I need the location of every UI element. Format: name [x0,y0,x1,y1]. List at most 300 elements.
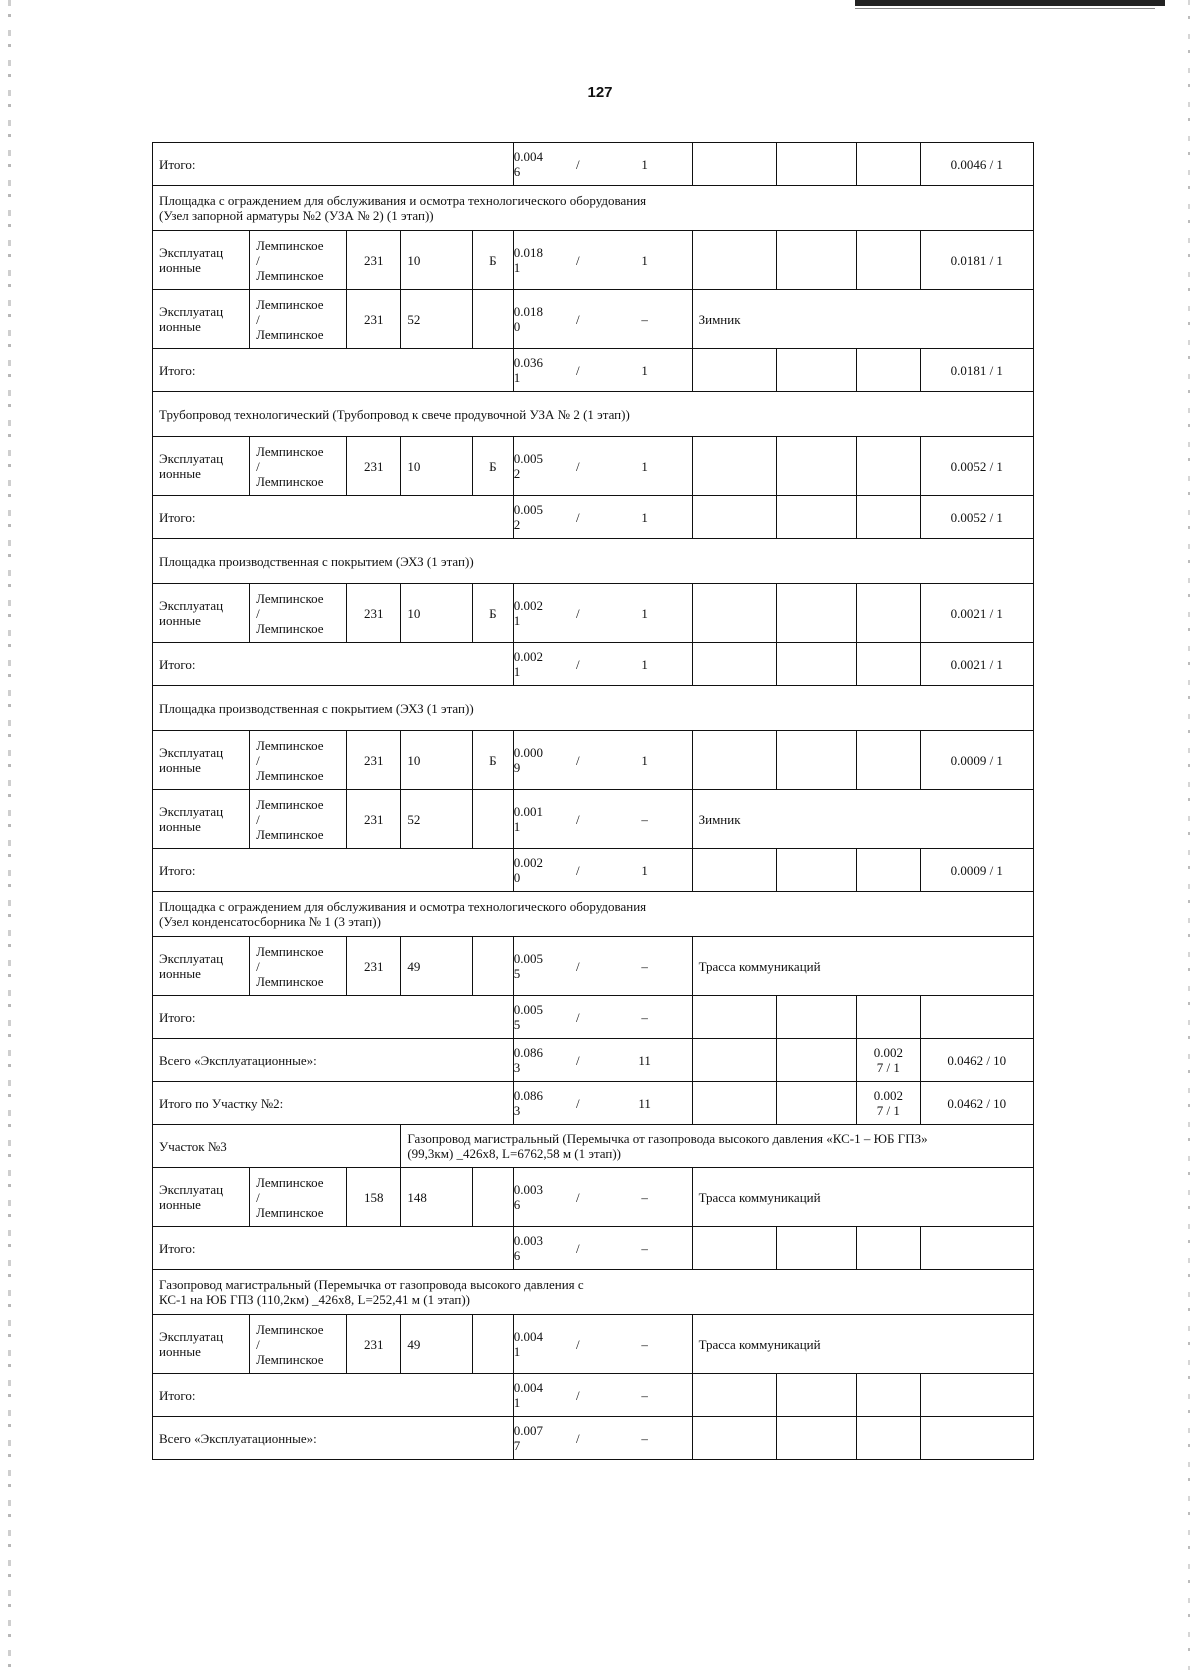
share-value: 0.004 [513,1329,543,1344]
table-cell [153,731,250,790]
plot-number: 49 [407,958,421,974]
row-note: Трасса коммуникаций [698,958,821,974]
table-cell [920,496,1034,539]
land-name: Лемпинское [256,1351,324,1367]
table-cell [153,349,514,392]
land-name: Лемпинское [256,767,324,783]
table-cell [920,231,1034,290]
table-cell [153,1270,1034,1315]
share-value: 0.003 [513,1233,543,1248]
table-cell [857,1082,920,1125]
table-cell [692,1039,777,1082]
table-cell [777,849,857,892]
land-name: Лемпинское [256,1174,324,1190]
total-value: 0.0009 / 1 [950,862,1003,878]
share-cell [514,1227,692,1269]
table-cell [250,437,347,496]
table-cell [153,186,1034,231]
table-cell [857,143,920,186]
table-cell [401,1315,473,1374]
count-value: – [641,1336,648,1352]
table-cell [857,496,920,539]
table-cell [250,231,347,290]
section-heading: Площадка производственная с покрытием (ЭХЗ (1 этап)) [159,553,474,569]
plot-number: 49 [407,1336,421,1352]
table-cell [692,349,777,392]
section-heading: Площадка производственная с покрытием (ЭХЗ (1 этап)) [159,700,474,716]
plot-number: 10 [407,605,421,621]
table-cell [472,731,513,790]
category-label: Эксплуатац ионные [159,745,224,775]
count-value: – [641,1430,648,1446]
count-value: 1 [641,156,648,172]
share-cell [514,1082,692,1124]
plot-number: 52 [407,311,421,327]
table-cell [920,1227,1034,1270]
table-cell [920,349,1034,392]
share-value-tail: 7 [513,1438,521,1453]
plot-row [153,584,1034,643]
table-cell [777,143,857,186]
table-cell [472,231,513,290]
table-cell [857,731,920,790]
table-cell [777,1227,857,1270]
slash: / [575,1009,580,1025]
section-heading-line2: (99,3км) _426х8, L=6762,58 м (1 этап)) [407,1146,622,1161]
table-cell [513,1039,692,1082]
table-cell [920,996,1034,1039]
table-cell [777,1082,857,1125]
table-cell [401,290,473,349]
table-cell [857,349,920,392]
count-value: – [641,958,648,974]
share-value: 0.007 [513,1423,543,1438]
table-cell [692,1315,1033,1374]
share-cell [514,996,692,1038]
block-number: 231 [364,605,384,621]
section-heading-line2: (Узел конденсатосборника № 1 (3 этап)) [159,914,381,929]
scan-edge-top-line [855,8,1155,9]
land-name: Лемпинское [256,237,324,253]
total-label: Итого: [159,1240,196,1256]
table-cell [692,231,777,290]
table-cell [777,1374,857,1417]
table-cell [153,1227,514,1270]
table-cell [347,231,401,290]
share-value: 0.003 [513,1182,543,1197]
table-cell [401,437,473,496]
table-cell [857,437,920,496]
section-heading-line2: КС-1 на ЮБ ГПЗ (110,2км) _426х8, L=252,41 м (1 этап)) [159,1292,470,1307]
grand-total-row [153,1039,1034,1082]
table-cell [692,143,777,186]
row-note: Трасса коммуникаций [698,1189,821,1205]
table-cell [153,892,1034,937]
table-cell [153,1374,514,1417]
count-value: 1 [641,458,648,474]
table-cell [692,643,777,686]
row-note: Трасса коммуникаций [698,1336,821,1352]
table-cell [347,584,401,643]
row-value: 0.0009 / 1 [950,752,1003,768]
block-number: 231 [364,458,384,474]
table-cell [920,849,1034,892]
land-separator: / [256,458,260,474]
table-cell [250,731,347,790]
count-value: 1 [641,252,648,268]
count-value: – [641,1009,648,1025]
table-cell [857,1374,920,1417]
table-cell [692,937,1033,996]
plot-row [153,290,1034,349]
table-cell [692,849,777,892]
slash: / [575,656,580,672]
table-cell [153,231,250,290]
table-cell [920,143,1034,186]
table-cell [347,731,401,790]
share-cell [514,1315,692,1373]
plot-row [153,1315,1034,1374]
plot-row [153,790,1034,849]
table-cell [920,731,1034,790]
block-number: 231 [364,811,384,827]
count-value: – [641,1240,648,1256]
count-value: 1 [641,605,648,621]
table-cell [920,1417,1034,1460]
table-cell [401,731,473,790]
table-cell [250,937,347,996]
table-cell [513,790,692,849]
table-cell [472,290,513,349]
share-value: 0.005 [513,951,543,966]
section-heading: Площадка с ограждением для обслуживания и осмотра технологического оборудования [159,193,647,208]
share-cell [514,731,692,789]
grand-total-row [153,1417,1034,1460]
total-row [153,996,1034,1039]
share-cell [514,143,692,185]
slash: / [575,1052,580,1068]
share-value-tail: 0 [513,319,521,334]
table-cell [692,584,777,643]
table-cell [401,1125,1034,1168]
total-row [153,496,1034,539]
table-cell [513,731,692,790]
block-number: 158 [364,1189,384,1205]
total-value: 0.0021 / 1 [950,656,1003,672]
table-cell [857,584,920,643]
table-cell [777,1417,857,1460]
slash: / [575,1095,580,1111]
table-cell [692,1417,777,1460]
table-cell [513,1168,692,1227]
table-cell [777,996,857,1039]
section-heading: Газопровод магистральный (Перемычка от газопровода высокого давления с [159,1277,584,1292]
share-value-tail: 9 [513,760,521,775]
land-category: Б [489,752,497,768]
category-label: Эксплуатац ионные [159,1182,224,1212]
table-cell [401,790,473,849]
total-row [153,1227,1034,1270]
table-cell [401,231,473,290]
slash: / [575,752,580,768]
total-label: Итого: [159,362,196,378]
table-cell [513,996,692,1039]
category-label: Эксплуатац ионные [159,1329,224,1359]
category-label: Эксплуатац ионные [159,451,224,481]
slash: / [575,605,580,621]
share-value-tail: 5 [513,966,521,981]
total-row [153,349,1034,392]
category-label: Эксплуатац ионные [159,951,224,981]
count-value: 1 [641,752,648,768]
slash: / [575,1430,580,1446]
page-number: 127 [587,84,613,101]
section-heading-row [153,186,1034,231]
share-value: 0.005 [513,1002,543,1017]
table-cell [777,731,857,790]
share-value: 0.002 [513,649,543,664]
table-cell [153,643,514,686]
total-row [153,1374,1034,1417]
section-heading-row [153,686,1034,731]
count-value: 1 [641,362,648,378]
table-cell [250,290,347,349]
mid-value-tail: 7 / 1 [876,1060,900,1075]
table-cell [153,790,250,849]
share-value: 0.004 [513,1380,543,1395]
land-name: Лемпинское [256,590,324,606]
table-cell [472,1168,513,1227]
land-separator: / [256,252,260,268]
section-label: Участок №3 [159,1138,227,1154]
count-value: 11 [638,1052,651,1068]
table-cell [250,790,347,849]
plot-number: 148 [407,1189,427,1205]
table-cell [777,584,857,643]
mid-value: 0.002 [873,1088,903,1103]
total-row [153,849,1034,892]
share-cell [514,1417,692,1459]
table-cell [153,496,514,539]
share-cell [514,584,692,642]
count-value: 1 [641,509,648,525]
table-cell [472,584,513,643]
total-row [153,643,1034,686]
table-cell [153,849,514,892]
share-value: 0.036 [513,355,543,370]
total-label: Итого: [159,509,196,525]
table-cell [513,643,692,686]
table-cell [857,1227,920,1270]
table-cell [513,290,692,349]
share-cell [514,1039,692,1081]
share-cell [514,496,692,538]
table-cell [472,937,513,996]
table-cell [250,1315,347,1374]
table-cell [857,643,920,686]
land-separator: / [256,1189,260,1205]
total-row [153,143,1034,186]
table-cell [920,584,1034,643]
slash: / [575,1336,580,1352]
share-value: 0.018 [513,304,543,319]
land-name: Лемпинское [256,973,324,989]
slash: / [575,311,580,327]
table-cell [692,996,777,1039]
table-cell [777,496,857,539]
share-value-tail: 1 [513,819,521,834]
table-cell [401,584,473,643]
table-cell [920,1374,1034,1417]
row-note: Зимник [698,311,741,327]
table-cell [513,849,692,892]
share-value: 0.018 [513,245,543,260]
table-cell [513,231,692,290]
share-value-tail: 6 [513,1248,521,1263]
land-separator: / [256,958,260,974]
block-number: 231 [364,311,384,327]
table-cell [347,437,401,496]
land-name: Лемпинское [256,267,324,283]
table-cell [513,1315,692,1374]
table-cell [153,392,1034,437]
slash: / [575,362,580,378]
land-name: Лемпинское [256,737,324,753]
share-value: 0.000 [513,745,543,760]
land-name: Лемпинское [256,443,324,459]
share-value-tail: 3 [513,1060,521,1075]
share-value-tail: 6 [513,164,521,179]
total-value: 0.0462 / 10 [947,1095,1007,1111]
table-cell [347,1315,401,1374]
table-cell [777,1039,857,1082]
count-value: – [641,1189,648,1205]
land-name: Лемпинское [256,296,324,312]
count-value: 1 [641,656,648,672]
total-label: Итого: [159,1387,196,1403]
table-cell [692,1168,1033,1227]
total-label: Всего «Эксплуатационные»: [159,1052,317,1068]
block-number: 231 [364,252,384,268]
row-value: 0.0181 / 1 [950,252,1003,268]
scan-edge-left [8,0,11,1670]
table-cell [692,496,777,539]
land-name: Лемпинское [256,326,324,342]
plot-row [153,1168,1034,1227]
table-cell [777,349,857,392]
table-cell [347,937,401,996]
table-cell [153,143,514,186]
table-cell [513,437,692,496]
land-category: Б [489,605,497,621]
share-cell [514,937,692,995]
table-cell [153,437,250,496]
section-3-row [153,1125,1034,1168]
slash: / [575,156,580,172]
table-cell [153,1417,514,1460]
total-label: Итого: [159,1009,196,1025]
total-label: Итого: [159,862,196,878]
land-separator: / [256,311,260,327]
table-cell [153,584,250,643]
share-value-tail: 1 [513,260,521,275]
slash: / [575,958,580,974]
total-value: 0.0181 / 1 [950,362,1003,378]
table-cell [153,1082,514,1125]
table-cell [692,1082,777,1125]
table-cell [153,1315,250,1374]
share-cell [514,790,692,848]
table-cell [920,643,1034,686]
table-cell [857,849,920,892]
total-value: 0.0462 / 10 [947,1052,1007,1068]
share-value-tail: 2 [513,466,521,481]
land-name: Лемпинское [256,473,324,489]
share-cell [514,849,692,891]
count-value: – [641,811,648,827]
share-value-tail: 0 [513,870,521,885]
table-cell [153,686,1034,731]
block-number: 231 [364,752,384,768]
land-name: Лемпинское [256,1204,324,1220]
table-cell [857,231,920,290]
slash: / [575,811,580,827]
table-cell [777,231,857,290]
section-heading-row [153,1270,1034,1315]
land-name: Лемпинское [256,796,324,812]
share-cell [514,349,692,391]
share-cell [514,231,692,289]
table-cell [153,1125,401,1168]
table-cell [472,1315,513,1374]
table-cell [401,1168,473,1227]
table-cell [347,1168,401,1227]
land-category: Б [489,252,497,268]
count-value: – [641,1387,648,1403]
table-cell [347,290,401,349]
slash: / [575,458,580,474]
table-cell [513,496,692,539]
table-cell [777,643,857,686]
slash: / [575,1387,580,1403]
share-value-tail: 6 [513,1197,521,1212]
table-cell [250,584,347,643]
table-cell [250,1168,347,1227]
plot-row [153,231,1034,290]
land-plots-table [152,142,1034,1460]
table-cell [153,996,514,1039]
land-separator: / [256,752,260,768]
plot-number: 52 [407,811,421,827]
share-value: 0.086 [513,1088,543,1103]
slash: / [575,1240,580,1256]
count-value: 1 [641,862,648,878]
total-value: 0.0052 / 1 [950,509,1003,525]
share-value-tail: 1 [513,1344,521,1359]
share-value: 0.004 [513,149,543,164]
land-separator: / [256,605,260,621]
table-cell [513,584,692,643]
land-name: Лемпинское [256,943,324,959]
block-number: 231 [364,958,384,974]
table-cell [692,437,777,496]
count-value: – [641,311,648,327]
share-value: 0.001 [513,804,543,819]
category-label: Эксплуатац ионные [159,598,224,628]
plot-row [153,731,1034,790]
total-label: Итого: [159,656,196,672]
section-heading-line2: (Узел запорной арматуры №2 (УЗА № 2) (1 этап)) [159,208,434,223]
